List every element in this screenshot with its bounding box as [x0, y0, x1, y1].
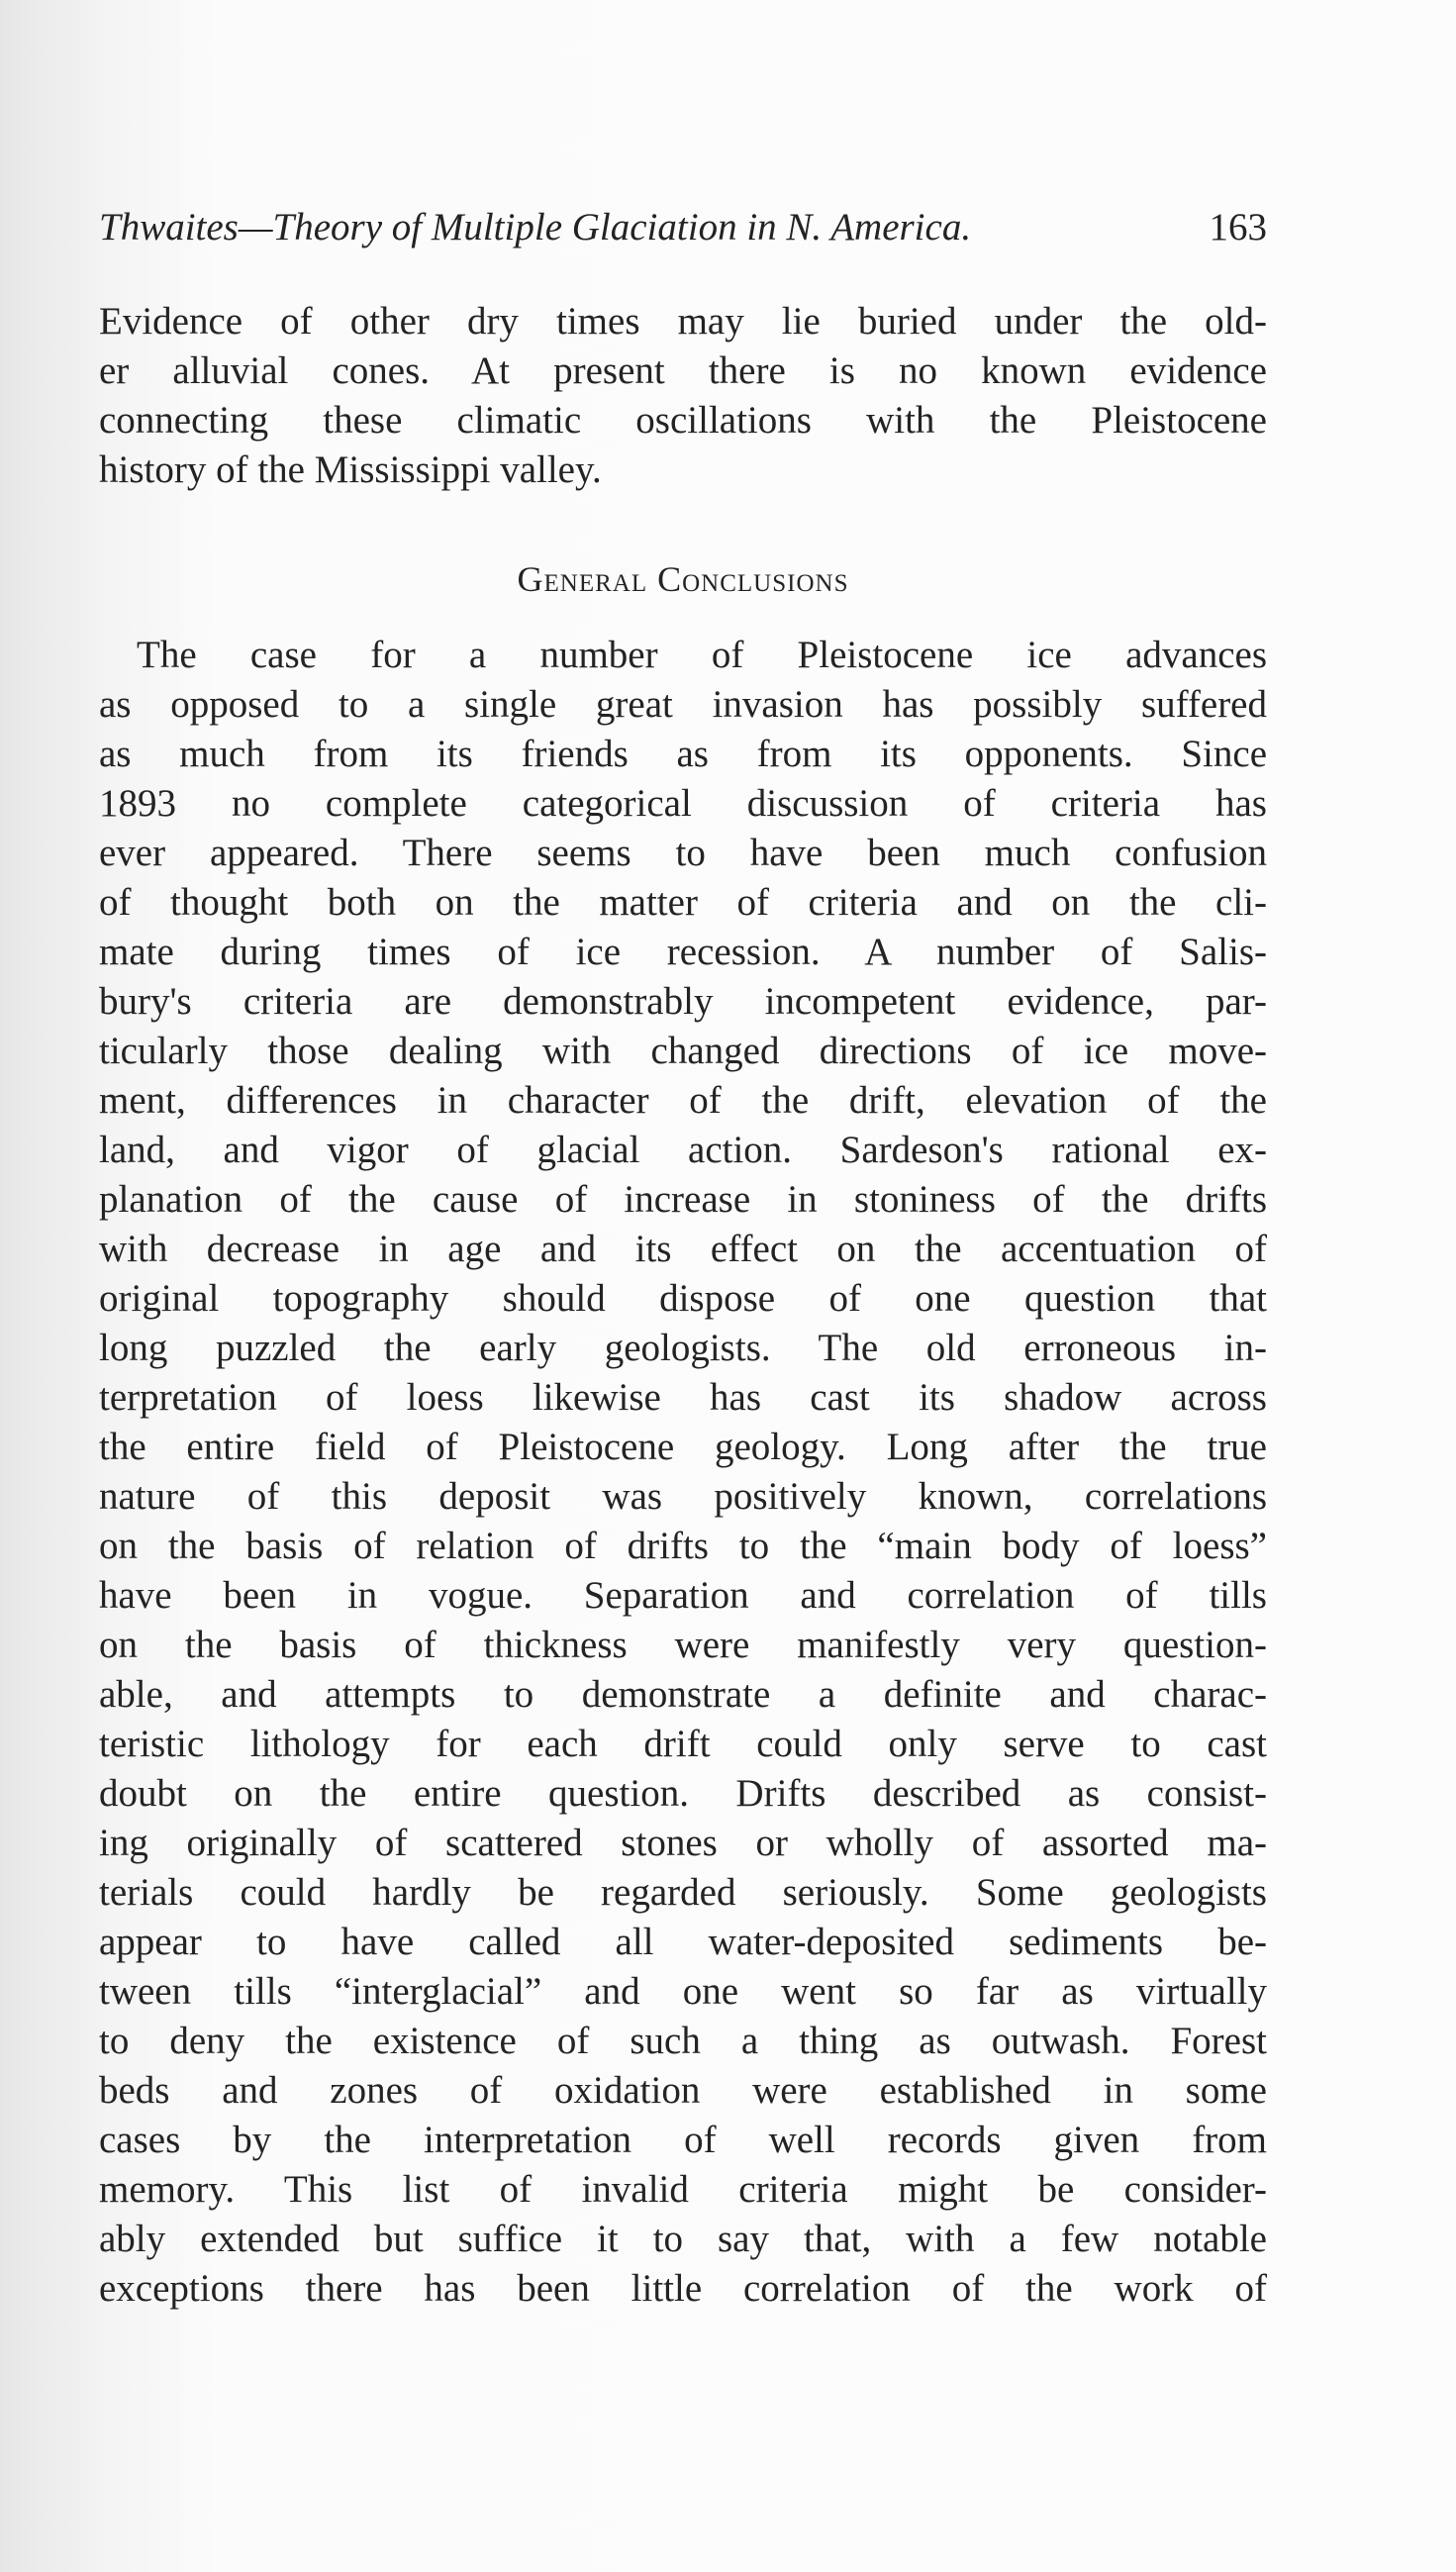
text-line: ever appeared. There seems to have been much confusion	[99, 832, 1267, 874]
text-line: connecting these climatic oscillations with the Pleistocene	[99, 399, 1267, 442]
text-line: to deny the existence of such a thing as outwash. Forest	[99, 2020, 1267, 2062]
text-line: beds and zones of oxidation were established in some	[99, 2069, 1267, 2112]
text-line: bury's criteria are demonstrably incompetent evidence, par-	[99, 980, 1267, 1023]
text-line: nature of this deposit was positively known, correlations	[99, 1475, 1267, 1518]
text-line: tween tills “interglacial” and one went so far as virtually	[99, 1970, 1267, 2013]
text-line: as much from its friends as from its opponents. Since	[99, 733, 1267, 775]
text-line: as opposed to a single great invasion has possibly suffered	[99, 683, 1267, 726]
page-number: 163	[1209, 206, 1267, 248]
page-header	[99, 198, 1267, 257]
text-line: ment, differences in character of the drift, elevation of the	[99, 1079, 1267, 1122]
text-line: long puzzled the early geologists. The old erroneous in-	[99, 1327, 1267, 1369]
text-line: 1893 no complete categorical discussion of criteria has	[99, 782, 1267, 825]
text-line: terpretation of loess likewise has cast its shadow across	[99, 1376, 1267, 1419]
text-line: have been in vogue. Separation and correlation of tills	[99, 1574, 1267, 1617]
text-line: cases by the interpretation of well records given from	[99, 2119, 1267, 2161]
text-line: ably extended but suffice it to say that, with a few notable	[99, 2218, 1267, 2260]
text-line: teristic lithology for each drift could only serve to cast	[99, 1723, 1267, 1765]
text-line: original topography should dispose of one question that	[99, 1277, 1267, 1320]
text-line: with decrease in age and its effect on the accentuation of	[99, 1228, 1267, 1270]
conclusions-paragraph	[99, 631, 1267, 2314]
text-line: doubt on the entire question. Drifts described as consist-	[99, 1772, 1267, 1815]
text-line: of thought both on the matter of criteria and on the cli-	[99, 881, 1267, 924]
text-line: mate during times of ice recession. A number of Salis-	[99, 931, 1267, 973]
text-line: planation of the cause of increase in stoniness of the drifts	[99, 1178, 1267, 1221]
text-line: Evidence of other dry times may lie buried under the old-	[99, 300, 1267, 343]
text-line: land, and vigor of glacial action. Sardeson's rational ex-	[99, 1129, 1267, 1171]
text-line: exceptions there has been little correlation of the work of	[99, 2267, 1267, 2310]
text-line: able, and attempts to demonstrate a definite and charac-	[99, 1673, 1267, 1716]
text-line: ing originally of scattered stones or wholly of assorted ma-	[99, 1822, 1267, 1864]
text-line: history of the Mississippi valley.	[99, 448, 602, 491]
text-line: er alluvial cones. At present there is no known evidence	[99, 349, 1267, 392]
intro-paragraph	[99, 297, 1267, 495]
text-line: the entire field of Pleistocene geology. Long after the true	[99, 1426, 1267, 1468]
section-heading: General Conclusions	[517, 559, 849, 599]
text-line: memory. This list of invalid criteria might be consider-	[99, 2168, 1267, 2211]
text-line: terials could hardly be regarded seriously. Some geologists	[99, 1871, 1267, 1914]
text-line: ticularly those dealing with changed directions of ice move-	[99, 1030, 1267, 1072]
text-line: on the basis of relation of drifts to the “main body of loess”	[99, 1525, 1267, 1567]
text-line: on the basis of thickness were manifestly very question-	[99, 1624, 1267, 1666]
running-title: Thwaites—Theory of Multiple Glaciation in N. America.	[99, 206, 972, 248]
text-line: The case for a number of Pleistocene ice advances	[137, 634, 1267, 676]
text-line: appear to have called all water-deposited sediments be-	[99, 1921, 1267, 1963]
